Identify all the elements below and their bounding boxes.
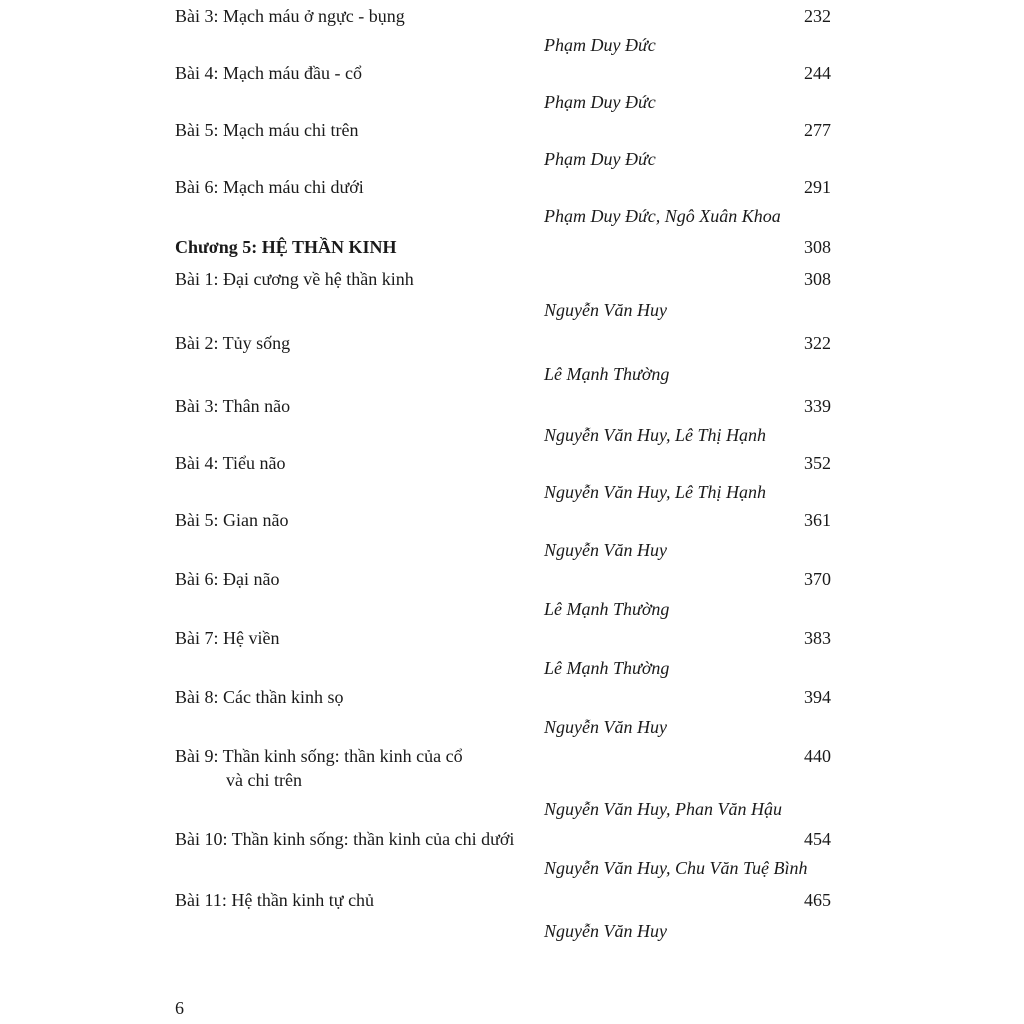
toc-entry-author: Lê Mạnh Thường: [544, 599, 670, 619]
toc-entry-title-continuation: và chi trên: [226, 770, 302, 790]
toc-entry-title: Bài 6: Đại não: [175, 569, 280, 589]
toc-entry-title: Bài 5: Mạch máu chi trên: [175, 120, 359, 140]
footer-page-number: 6: [175, 998, 184, 1018]
chapter-heading: Chương 5: HỆ THẦN KINH: [175, 237, 397, 257]
toc-entry-author: Nguyễn Văn Huy: [544, 717, 667, 737]
toc-entry-author: Nguyễn Văn Huy: [544, 300, 667, 320]
toc-entry-page: 322: [804, 333, 831, 353]
toc-entry-page: 232: [804, 6, 831, 26]
toc-entry-title: Bài 11: Hệ thần kinh tự chủ: [175, 890, 375, 910]
toc-entry-author: Nguyễn Văn Huy, Chu Văn Tuệ Bình: [544, 858, 808, 878]
toc-entry-page: 361: [804, 510, 831, 530]
toc-entry-page: 277: [804, 120, 831, 140]
toc-entry-page: 339: [804, 396, 831, 416]
toc-entry-author: Phạm Duy Đức: [544, 149, 656, 169]
toc-entry-title: Bài 3: Thân não: [175, 396, 291, 416]
toc-entry-author: Phạm Duy Đức, Ngô Xuân Khoa: [544, 206, 781, 226]
toc-entry-author: Phạm Duy Đức: [544, 92, 656, 112]
toc-entry-author: Nguyễn Văn Huy: [544, 540, 667, 560]
toc-entry-page: 291: [804, 177, 831, 197]
toc-entry-title: Bài 5: Gian não: [175, 510, 289, 530]
toc-entry-title: Bài 1: Đại cương về hệ thần kinh: [175, 269, 414, 289]
toc-entry-page: 352: [804, 453, 831, 473]
toc-entry-title: Bài 2: Tủy sống: [175, 333, 291, 353]
toc-entry-page: 370: [804, 569, 831, 589]
toc-entry-page: 394: [804, 687, 831, 707]
toc-entry-author: Lê Mạnh Thường: [544, 658, 670, 678]
toc-entry-author: Nguyễn Văn Huy, Lê Thị Hạnh: [544, 482, 766, 502]
toc-entry-author: Phạm Duy Đức: [544, 35, 656, 55]
toc-entry-author: Nguyễn Văn Huy, Phan Văn Hậu: [544, 799, 782, 819]
chapter-page: 308: [804, 237, 831, 257]
toc-entry-title: Bài 4: Mạch máu đầu - cổ: [175, 63, 362, 83]
toc-entry-page: 383: [804, 628, 831, 648]
toc-entry-title: Bài 9: Thần kinh sống: thần kinh của cổ: [175, 746, 463, 766]
toc-entry-author: Lê Mạnh Thường: [544, 364, 670, 384]
toc-entry-title: Bài 4: Tiểu não: [175, 453, 286, 473]
toc-entry-page: 454: [804, 829, 831, 849]
toc-entry-title: Bài 7: Hệ viền: [175, 628, 280, 648]
toc-entry-title: Bài 3: Mạch máu ở ngực - bụng: [175, 6, 405, 26]
toc-entry-author: Nguyễn Văn Huy, Lê Thị Hạnh: [544, 425, 766, 445]
toc-entry-title: Bài 8: Các thần kinh sọ: [175, 687, 344, 707]
toc-entry-title: Bài 10: Thần kinh sống: thần kinh của chi dưới: [175, 829, 515, 849]
toc-entry-page: 440: [804, 746, 831, 766]
toc-entry-page: 244: [804, 63, 831, 83]
toc-entry-page: 308: [804, 269, 831, 289]
toc-entry-author: Nguyễn Văn Huy: [544, 921, 667, 941]
toc-entry-page: 465: [804, 890, 831, 910]
toc-entry-title: Bài 6: Mạch máu chi dưới: [175, 177, 364, 197]
